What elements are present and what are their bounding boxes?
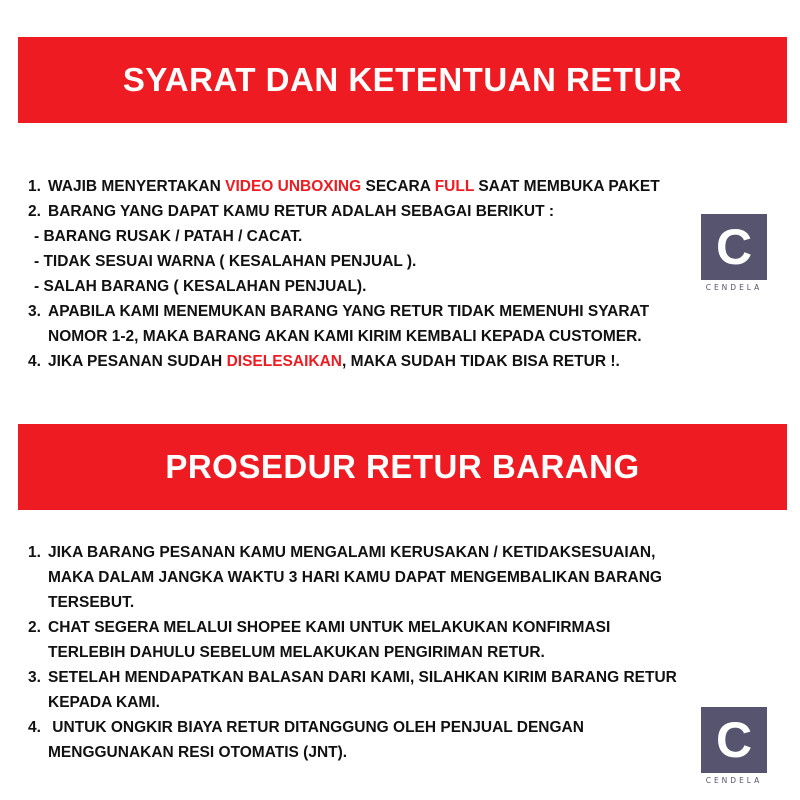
cendela-logo-bottom (701, 707, 767, 785)
terms-item-3-cont: NOMOR 1-2, MAKA BARANG AKAN KAMI KIRIM KEMBALI KEPADA CUSTOMER. (48, 328, 642, 345)
terms-title-banner (18, 37, 787, 123)
procedure-item-4: 4. UNTUK ONGKIR BIAYA RETUR DITANGGUNG OLEH PENJUAL DENGAN (28, 719, 584, 736)
logo-name: CENDELA (705, 776, 763, 785)
procedure-item-1-cont: MAKA DALAM JANGKA WAKTU 3 HARI KAMU DAPAT MENGEMBALIKAN BARANG (48, 569, 662, 586)
procedure-item-3-cont: KEPADA KAMI. (48, 694, 160, 711)
terms-subitem-3: - SALAH BARANG ( KESALAHAN PENJUAL). (34, 278, 367, 295)
highlight-diselesaikan: DISELESAIKAN (226, 353, 342, 370)
procedure-item-1-cont2: TERSEBUT. (48, 594, 135, 611)
procedure-list (28, 540, 677, 765)
procedure-title: PROSEDUR RETUR BARANG (165, 448, 640, 485)
procedure-item-2-cont: TERLEBIH DAHULU SEBELUM MELAKUKAN PENGIRIMAN RETUR. (48, 644, 545, 661)
highlight-video-unboxing: VIDEO UNBOXING (225, 178, 362, 195)
logo-icon: C (701, 707, 767, 773)
procedure-item-1: 1. JIKA BARANG PESANAN KAMU MENGALAMI KERUSAKAN / KETIDAKSESUAIAN, (28, 544, 656, 561)
logo-icon: C (701, 214, 767, 280)
terms-title: SYARAT DAN KETENTUAN RETUR (122, 61, 683, 98)
logo-name: CENDELA (705, 283, 763, 292)
terms-subitem-2: - TIDAK SESUAI WARNA ( KESALAHAN PENJUAL ). (34, 253, 417, 270)
terms-item-1: 1. WAJIB MENYERTAKAN VIDEO UNBOXING SECARA FULL SAAT MEMBUKA PAKET (28, 178, 660, 195)
highlight-full: FULL (434, 178, 475, 195)
procedure-item-2: 2. CHAT SEGERA MELALUI SHOPEE KAMI UNTUK MELAKUKAN KONFIRMASI (28, 619, 611, 636)
terms-list (28, 174, 660, 374)
terms-item-2: 2. BARANG YANG DAPAT KAMU RETUR ADALAH SEBAGAI BERIKUT : (28, 203, 555, 220)
terms-item-3: 3. APABILA KAMI MENEMUKAN BARANG YANG RETUR TIDAK MEMENUHI SYARAT (28, 303, 650, 320)
procedure-title-banner (18, 424, 787, 510)
cendela-logo (701, 214, 767, 292)
terms-item-4: 4. JIKA PESANAN SUDAH DISELESAIKAN, MAKA SUDAH TIDAK BISA RETUR !. (28, 353, 620, 370)
terms-subitem-1: - BARANG RUSAK / PATAH / CACAT. (34, 228, 303, 245)
procedure-item-4-cont: MENGGUNAKAN RESI OTOMATIS (JNT). (48, 744, 348, 761)
procedure-item-3: 3. SETELAH MENDAPATKAN BALASAN DARI KAMI, SILAHKAN KIRIM BARANG RETUR (28, 669, 677, 686)
